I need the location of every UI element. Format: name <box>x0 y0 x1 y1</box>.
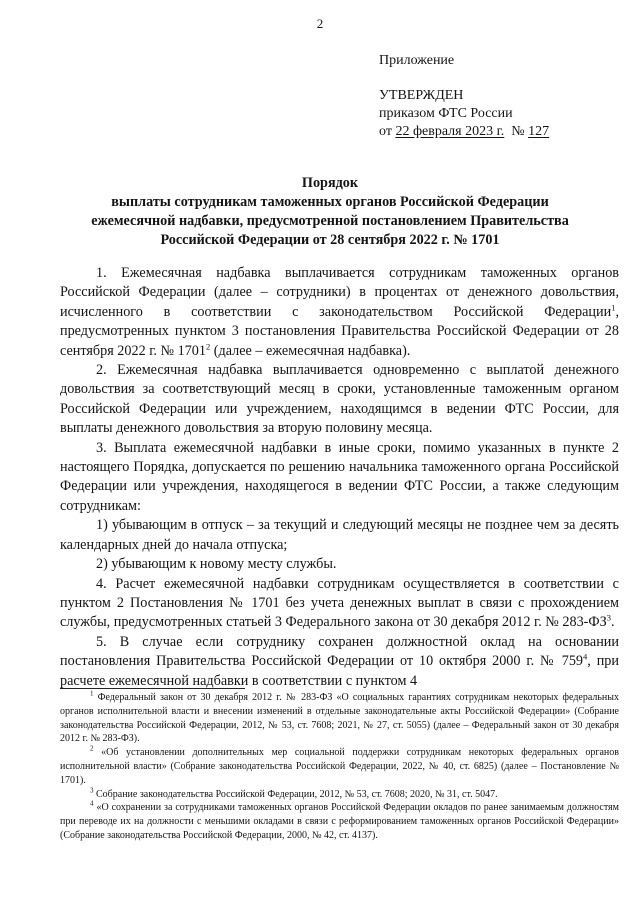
order-number: 127 <box>528 124 550 139</box>
approved-label: УТВЕРЖДЕН <box>379 88 464 103</box>
footnote-1: $^1$ Федеральный закон от 30 декабря 2012 г. № 283-ФЗ «О социальных гарантиях сотрудникам некоторых федеральных органов исполнительной власти и внесении изменений в отдельные законодательные акты Российской Федерации» (Собрание законодательства Российской Федерации, 2012, № 53, ст. 7608; 2021, № 27, ст. 5055) (далее – Федеральный закон от 30 декабря 2012 г. № 283-ФЗ). <box>60 689 619 745</box>
footnote-ref-3: 3 <box>606 612 611 623</box>
paragraph-1: 1. Ежемесячная надбавка выплачивается сотрудникам таможенных органов Российской Федерации (далее – сотрудники) в процентах от денежного довольствия, исчисленного в соответствии с законодательством Российской Федерации$^1$, предусмотренных пунктом 3 постановления Правительства Российской Федерации от 28 сентября 2022 г. № 1701$^2$ (далее – ежемесячная надбавка). <box>60 265 619 359</box>
paragraph-3-item-1: 1) убывающим в отпуск – за текущий и следующий месяцы не позднее чем за десять календарных дней до начала отпуска; <box>60 517 619 553</box>
footnote-ref-2: 2 <box>205 340 211 351</box>
date-prefix: от <box>379 124 392 139</box>
footnote-ref-4: 4 <box>583 651 588 662</box>
footnote-ref-1: 1 <box>611 302 616 313</box>
page-number: 2 <box>316 16 324 31</box>
title-line-4: Российской Федерации от 28 сентября 2022 г. № 1701 <box>160 232 500 248</box>
document-body <box>60 264 619 691</box>
order-date: 22 февраля 2023 г. <box>395 124 505 139</box>
footnote-4: $^4$ «О сохранении за сотрудниками таможенных органов Российской Федерации окладов по ранее занимаемым должностям при переводе их на должности с меньшими окладами в связи с реформированием таможенных органов Российской Федерации» (Собрание законодательства Российской Федерации, 2000, № 42, ст. 4137). <box>60 800 619 841</box>
appendix-label: Приложение <box>379 53 455 68</box>
paragraph-3-item-2: 2) убывающим к новому месту службы. <box>96 556 337 573</box>
order-date-line <box>379 123 619 141</box>
paragraph-5: 5. В случае если сотруднику сохранен должностной оклад на основании постановления Правительства Российской Федерации от 10 октября 2000 г. № $759^4$, при расчете ежемесячной надбавки в соответствии с пунктом 4 <box>60 633 619 689</box>
footnote-3: $^3$ Собрание законодательства Российской Федерации, 2012, № 53, ст. 7608; 2020, № 31, ст. 5047. <box>90 786 498 800</box>
footnote-2: $^2$ «Об установлении дополнительных мер социальной поддержки сотрудникам некоторых федеральных органов исполнительной власти» (Собрание законодательства Российской Федерации, 2022, № 40, ст. 6825) (далее – Постановление № 1701). <box>60 744 619 786</box>
title-line-3: ежемесячной надбавки, предусмотренной постановлением Правительства <box>91 213 569 229</box>
document-title <box>60 174 600 250</box>
footnotes <box>60 691 619 843</box>
paragraph-2: 2. Ежемесячная надбавка выплачивается одновременно с выплатой денежного довольствия за соответствующий месяц в сроки, установленные таможенным органом Российской Федерации или учреждением, находящимся в ведении ФТС России, для выплаты денежного довольствия за вторую половину месяца. <box>60 362 619 437</box>
number-prefix: № <box>511 124 525 139</box>
paragraph-3: 3. Выплата ежемесячной надбавки в иные сроки, помимо указанных в пункте 2 настоящего Порядка, допускается по решению начальника таможенного органа Российской Федерации или учреждения, находящегося в ведении ФТС России, а также следующим сотрудникам: <box>60 439 619 514</box>
title-line-2: выплаты сотрудникам таможенных органов Российской Федерации <box>111 194 549 210</box>
approval-block <box>379 52 619 141</box>
paragraph-4: 4. Расчет ежемесячной надбавки сотрудникам осуществляется в соответствии с пунктом 2 Постановления № 1701 без учета денежных выплат в связи с прохождением службы, предусмотренных статьей 3 Федерального закона от 30 декабря 2012 г. № $283-ФЗ^3$. <box>60 575 619 631</box>
footnote-divider <box>60 688 245 689</box>
title-line-1: Порядок <box>301 175 359 191</box>
order-line: приказом ФТС России <box>379 106 513 121</box>
